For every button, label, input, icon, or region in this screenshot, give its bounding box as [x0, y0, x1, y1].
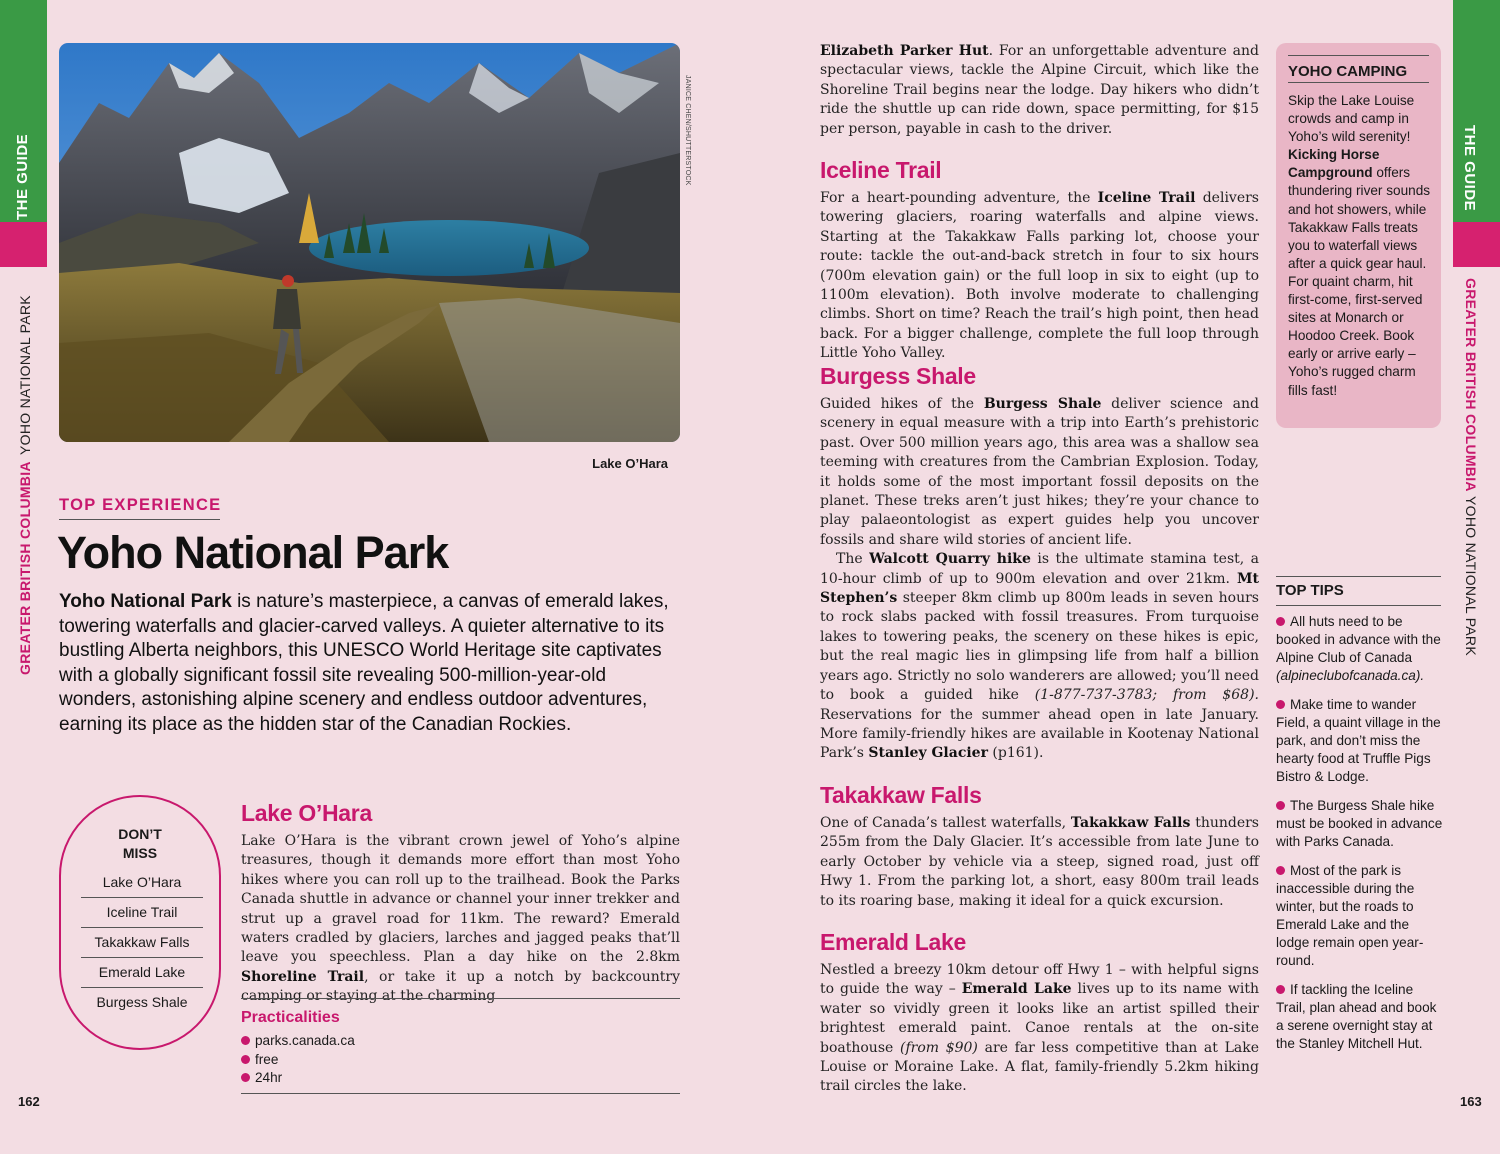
bullet-dot-icon [241, 1073, 250, 1082]
dont-miss-title [61, 825, 219, 863]
takakkaw-a: One of Canada’s tallest waterfalls, [820, 815, 1071, 831]
lake-ohara-p1-end: , or take it up a notch by backcountry camping or staying at the charming [241, 968, 680, 1005]
photo-credit: JANICE CHEN/SHUTTERSTOCK [684, 75, 691, 186]
walcott-e: (p161). [987, 745, 1044, 762]
walcott-d: Reservations for the summer ahead open in late January. More family-friendly hikes are available in Kootenay National Park’s [820, 706, 1259, 762]
heading-burgess-shale: Burgess Shale [820, 363, 976, 389]
lake-ohara-p1: Lake O’Hara is the vibrant crown jewel of Yoho’s alpine treasures, though it demands more effort than most Yoho hikes where you can roll up to the trailhead. Book the Parks Canada shuttle in advance or channel your inner trekker and strut up a gravel road for 11km. The reward? Emerald waters cradled by glaciers, larches and jagged peaks that’ll leave you speechless. Plan a day hike on the 2.8km [241, 833, 680, 966]
practicalities-item [241, 1051, 355, 1070]
bullet-dot-icon [1276, 801, 1285, 810]
takakkaw-bold: Takakkaw Falls [1070, 815, 1191, 831]
heading-iceline-trail: Iceline Trail [820, 157, 942, 183]
tip-1: All huts need to be booked in advance with the Alpine Club of Canada [1276, 614, 1441, 665]
burgess-text [820, 395, 1259, 764]
photo-mountain-lake-hiker-icon [59, 43, 680, 442]
bullet-dot-icon [1276, 985, 1285, 994]
dont-miss-item[interactable]: Lake O’Hara [102, 874, 182, 890]
tip-item [1276, 981, 1444, 1053]
takakkaw-b: thunders 255m from the Daly Glacier. It’s accessible from late June to early October by vehicle via a steep, signed road, just off Hwy 1. From the parking lot, a short, easy 800m trail leads to its roaring base, making it ideal for a quick excursion. [820, 815, 1259, 909]
elizabeth-parker-hut: Elizabeth Parker Hut [820, 43, 989, 59]
dont-miss-item[interactable]: Takakkaw Falls [81, 927, 203, 957]
lake-ohara-text [241, 832, 680, 1007]
burgess-a: Guided hikes of the [820, 396, 984, 412]
tips-top-rule [1276, 576, 1441, 577]
tip-item [1276, 862, 1444, 970]
walcott-c: steeper 8km climb up 800m leads in seven hours to rock slabs packed with fossil treasures. From turquoise lakes to towering peaks, the scenery on these hikes is epic, but the real magic lies in glimpsing life from half a billion years ago. Strictly no solo wanderers are allowed; you’ll need to book a guided hike [820, 590, 1259, 704]
walcott-a: The [836, 551, 870, 568]
tip-4: Most of the park is inaccessible during the winter, but the roads to Emerald Lake and the lodge remain open year-round. [1276, 863, 1424, 968]
camping-sidebar [1276, 43, 1441, 428]
tip-2: Make time to wander Field, a quaint village in the park, and don’t miss the hearty food at Truffle Pigs Bistro & Lodge. [1276, 697, 1441, 784]
page-number-right: 163 [1460, 1094, 1482, 1109]
heading-takakkaw-falls: Takakkaw Falls [820, 782, 982, 808]
left-park-label: YOHO NATIONAL PARK [17, 295, 33, 456]
practicalities-item [241, 1069, 355, 1088]
burgess-bold: Burgess Shale [983, 396, 1102, 412]
heading-emerald-lake: Emerald Lake [820, 929, 966, 955]
continued-text [820, 42, 1259, 139]
dont-miss-title-1: DON’T [118, 826, 162, 842]
right-park-label: YOHO NATIONAL PARK [1463, 496, 1479, 656]
iceline-a: For a heart-pounding adventure, the [820, 190, 1098, 206]
practicalities-bottom-rule [241, 1093, 680, 1094]
camping-text-a: Skip the Lake Louise crowds and camp in Yoho’s wild serenity! [1288, 93, 1415, 145]
right-running-head [1463, 278, 1479, 678]
continued-rest: . For an unforgettable adventure and spectacular views, tackle the Alpine Circuit, which like the Shoreline Trail begins near the lodge. Day hikers who didn’t ride the shuttle up can ride down, space permitting, for $15 per person, payable in cash to the driver. [820, 43, 1259, 137]
left-running-head [17, 275, 33, 675]
walcott-bold: Walcott Quarry hike [869, 551, 1031, 568]
camping-title-rule [1288, 82, 1429, 83]
dont-miss-list [81, 868, 203, 1017]
tips-title-rule [1276, 605, 1441, 606]
camping-title: YOHO CAMPING [1288, 63, 1408, 80]
takakkaw-text [820, 814, 1259, 911]
tip-3: The Burgess Shale hike must be booked in advance with Parks Canada. [1276, 798, 1443, 849]
dont-miss-item[interactable]: Emerald Lake [81, 957, 203, 987]
practicalities-price: free [255, 1051, 279, 1067]
right-color-tab [1453, 222, 1500, 267]
dont-miss-title-2: MISS [122, 845, 158, 861]
page-number-left: 162 [18, 1094, 40, 1109]
left-guide-label: THE GUIDE [14, 133, 31, 220]
intro-lead [59, 590, 684, 738]
walcott-italic: (1-877-737-3783; from $68). [1034, 687, 1259, 704]
practicalities-item [241, 1032, 355, 1051]
emerald-bold: Emerald Lake [961, 981, 1072, 998]
camping-text [1288, 92, 1431, 400]
dont-miss-item[interactable]: Burgess Shale [81, 987, 203, 1017]
bullet-dot-icon [1276, 617, 1285, 626]
bullet-dot-icon [241, 1055, 250, 1064]
lake-ohara-shoreline: Shoreline Trail [241, 968, 365, 985]
intro-lead-bold: Yoho National Park [59, 591, 232, 612]
tips-title: TOP TIPS [1276, 582, 1344, 599]
photo-caption: Lake O’Hara [592, 456, 668, 471]
iceline-bold: Iceline Trail [1097, 190, 1196, 206]
emerald-c: are far less competitive than at Lake Louise or Moraine Lake. A flat, family-friendly 5.2km hiking trail circles the lake. [820, 1039, 1259, 1095]
practicalities-rule [241, 998, 680, 999]
stephen-bold: Mt Stephen’s [820, 570, 1259, 607]
heading-lake-ohara: Lake O’Hara [241, 800, 372, 826]
tip-1-link[interactable]: (alpineclubofcanada.ca). [1276, 668, 1425, 683]
kicker-top-experience: TOP EXPERIENCE [59, 496, 222, 514]
left-region-label: GREATER BRITISH COLUMBIA [17, 461, 33, 675]
emerald-text [820, 961, 1259, 1097]
burgess-p2 [820, 550, 1259, 763]
dont-miss-item[interactable]: Iceline Trail [81, 897, 203, 927]
camping-text-b: offers thundering river sounds and hot showers, while Takakkaw Falls treats you to waterfall views after a quick gear haul. For quaint charm, hit first-come, first-served sites at Monarch or Hoodoo Creek. Book early or arrive early – Yoho’s rugged charm fills fast! [1288, 165, 1431, 398]
bullet-dot-icon [241, 1036, 250, 1045]
walcott-b: is the ultimate stamina test, a 10-hour climb of up to 900m elevation and over 21km. [820, 551, 1260, 587]
practicalities-hours: 24hr [255, 1070, 283, 1085]
burgess-p1 [820, 395, 1259, 550]
dont-miss-box [59, 795, 221, 1050]
stanley-bold: Stanley Glacier [868, 745, 988, 762]
bullet-dot-icon [1276, 866, 1285, 875]
iceline-text [820, 189, 1259, 364]
tip-5: If tackling the Iceline Trail, plan ahead and book a serene overnight stay at the Stanley Mitchell Hut. [1276, 982, 1437, 1051]
right-guide-label: THE GUIDE [1461, 125, 1478, 212]
right-region-label: GREATER BRITISH COLUMBIA [1463, 278, 1479, 492]
tip-item [1276, 613, 1444, 685]
tip-item [1276, 797, 1444, 851]
left-color-tab [0, 222, 47, 267]
practicalities-url[interactable]: parks.canada.ca [255, 1033, 355, 1048]
emerald-b: lives up to its name with water so vividly green it looks like an artist spilled their brightest emerald paint. Canoe rentals at the on-site boathouse [820, 981, 1260, 1056]
tip-item [1276, 696, 1444, 786]
lake-ohara-photo [59, 43, 680, 442]
camping-rule [1288, 55, 1429, 56]
practicalities-list [241, 1032, 355, 1088]
iceline-b: delivers towering glaciers, roaring waterfalls and alpine views. Starting at the Takakkaw Falls parking lot, choose your route: tackle the out-and-back stretch in four to six hours (700m elevation gain) or the full loop in six to eight (up to 1100m elevation). Both involve moderate to challenging climbs. Short on time? Reach the trail’s high point, then head back. For a bigger challenge, complete the full loop through Little Yoho Valley. [820, 190, 1259, 362]
bullet-dot-icon [1276, 700, 1285, 709]
burgess-b: deliver science and scenery in equal measure with a trip into Earth’s prehistoric past. Over 500 million years ago, this area was a shallow sea teeming with creatures from the Cambrian Explosion. Today, it holds some of the most important fossil deposits on the planet. These treks aren’t just hikes; they’re your chance to play palaeontologist as expert guides help you uncover fossils and share wild stories of ancient life. [820, 396, 1259, 548]
intro-lead-text: is nature’s masterpiece, a canvas of emerald lakes, towering waterfalls and glacier-carved valleys. A quieter alternative to its bustling Alberta neighbors, this UNESCO World Heritage site captivates with a globally significant fossil site revealing 500-million-year-old wonders, astonishing alpine scenery and endless outdoor adventures, earning its place as the hidden star of the Canadian Rockies. [59, 591, 669, 735]
emerald-italic: (from $90) [899, 1039, 978, 1056]
kicker-rule [59, 519, 220, 520]
page-title: Yoho National Park [57, 527, 449, 578]
camping-bold: Kicking Horse Campground [1288, 147, 1380, 181]
tips-list [1276, 613, 1444, 1064]
emerald-a: Nestled a breezy 10km detour off Hwy 1 – with helpful signs to guide the way – [820, 962, 1259, 998]
practicalities-label: Practicalities [241, 1009, 340, 1026]
